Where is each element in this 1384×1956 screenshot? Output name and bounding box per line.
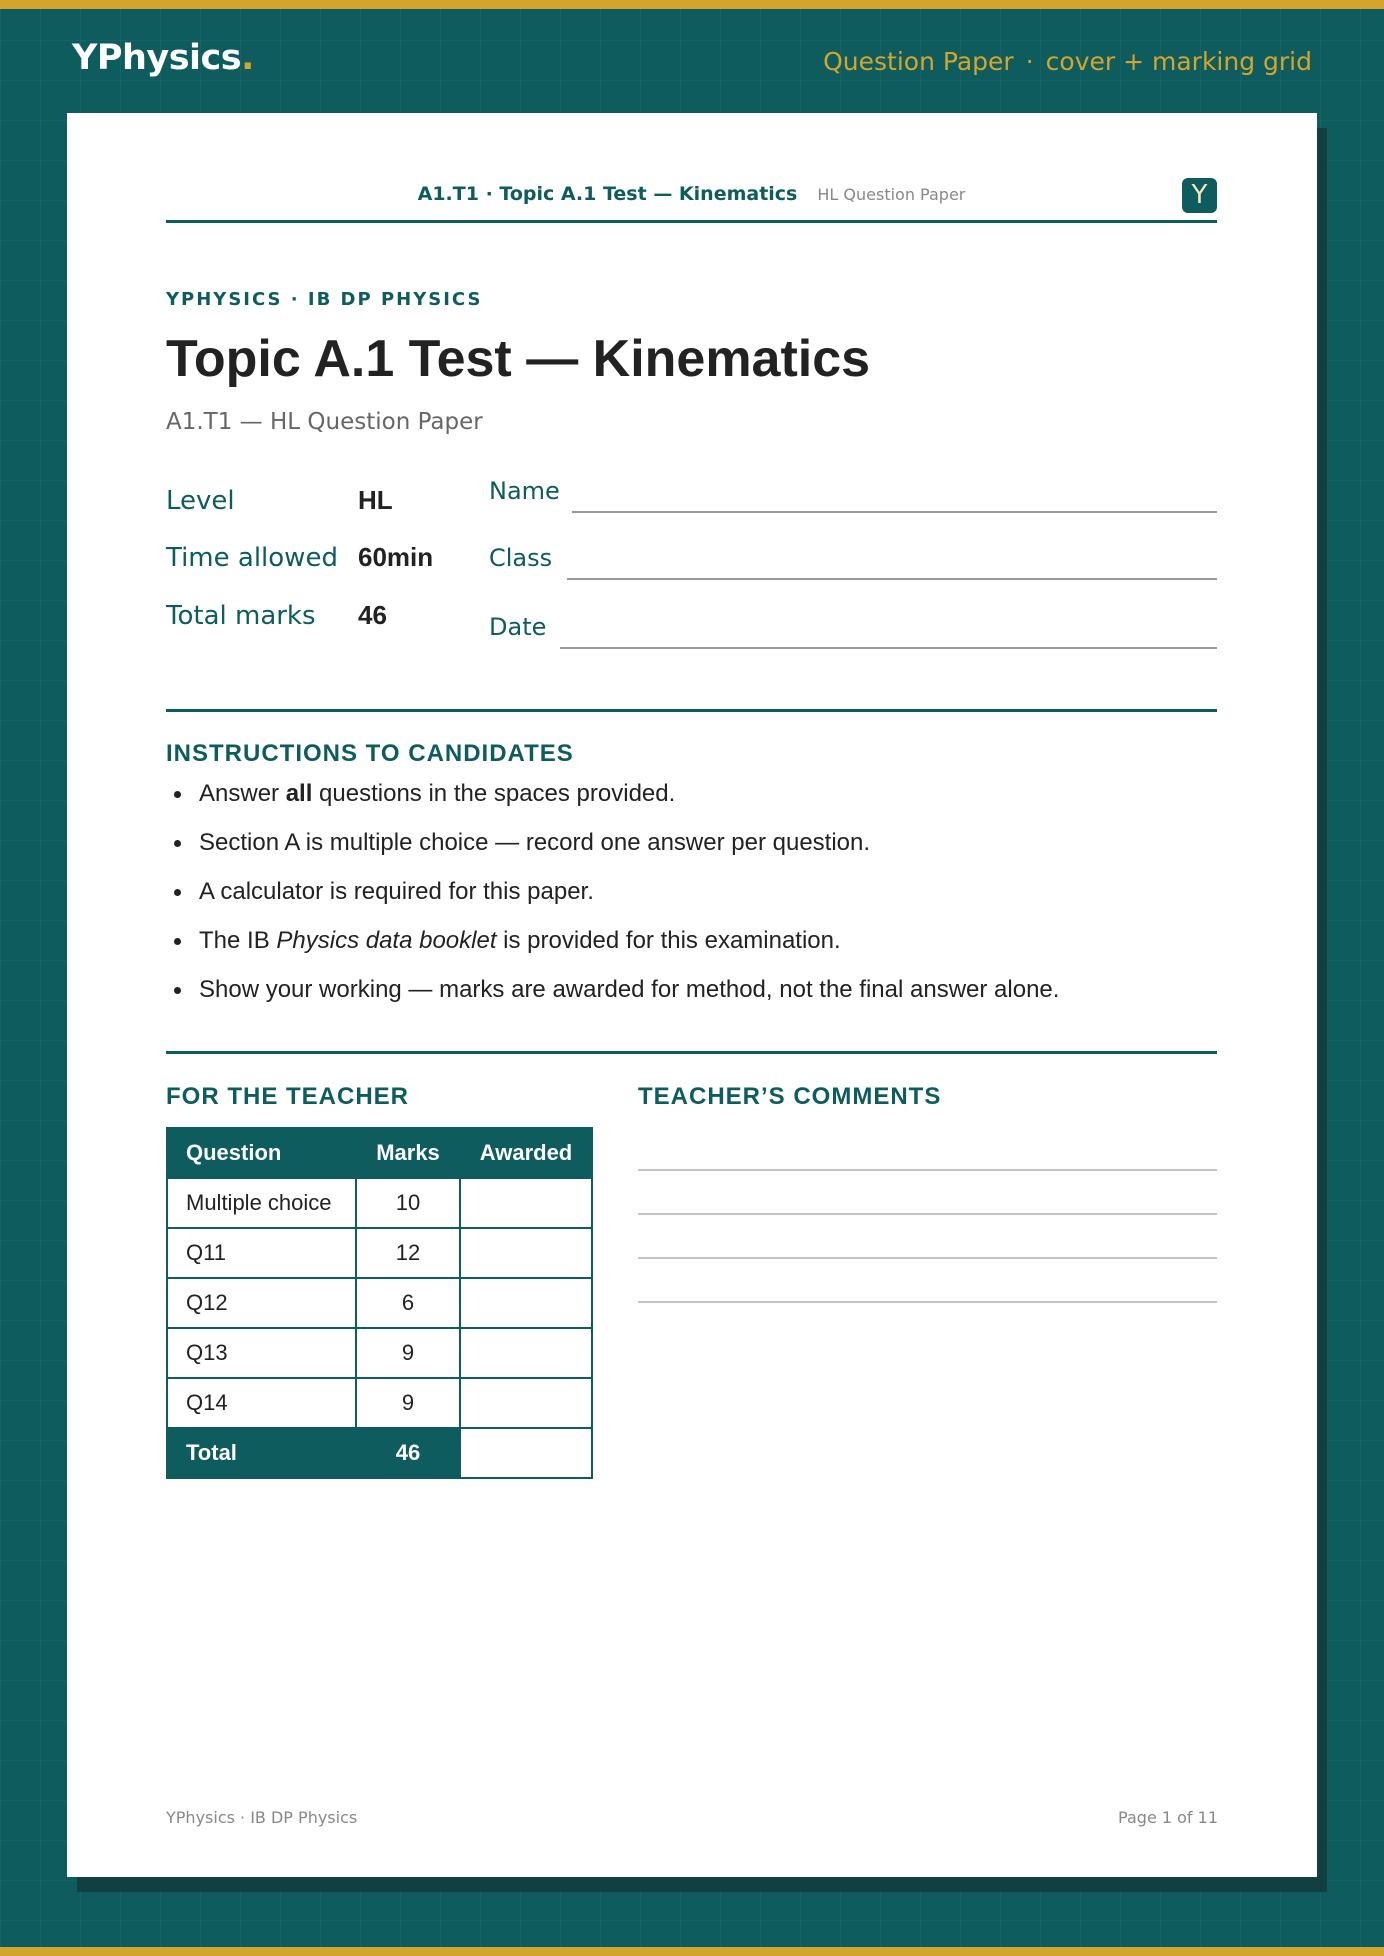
meta-label: Level	[166, 486, 235, 516]
table-row	[167, 1328, 592, 1378]
page-subtitle: A1.T1 — HL Question Paper	[166, 409, 483, 435]
question-cell: Q14	[167, 1378, 356, 1428]
total-marks-cell: 46	[356, 1428, 460, 1478]
running-header-main: A1.T1 · Topic A.1 Test — Kinematics	[417, 183, 798, 205]
question-cell: Q12	[167, 1278, 356, 1328]
total-row	[167, 1428, 592, 1478]
footer-left: YPhysics · IB DP Physics	[166, 1808, 358, 1827]
comments-heading: TEACHER’S COMMENTS	[638, 1083, 942, 1110]
date-field[interactable]	[489, 613, 1217, 649]
instructions-heading: INSTRUCTIONS TO CANDIDATES	[166, 740, 574, 767]
question-cell: Q13	[167, 1328, 356, 1378]
instruction-item: Section A is multiple choice — record one answer per question.	[166, 828, 1217, 877]
meta-label: Time allowed	[166, 543, 338, 573]
date-field-line[interactable]	[560, 647, 1217, 649]
marks-cell: 9	[356, 1328, 460, 1378]
awarded-cell[interactable]	[460, 1328, 592, 1378]
class-field-line[interactable]	[567, 578, 1217, 580]
instruction-item: A calculator is required for this paper.	[166, 877, 1217, 926]
comment-line[interactable]	[638, 1301, 1217, 1303]
page-number: Page 1 of 11	[1118, 1808, 1218, 1827]
table-row	[167, 1278, 592, 1328]
comment-line[interactable]	[638, 1257, 1217, 1259]
column-header: Marks	[356, 1128, 460, 1178]
awarded-cell[interactable]	[460, 1178, 592, 1228]
meta-value: 46	[358, 600, 387, 630]
page-title: Topic A.1 Test — Kinematics	[166, 330, 871, 388]
instruction-item: Show your working — marks are awarded for method, not the final answer alone.	[166, 975, 1217, 1024]
name-field-label: Name	[489, 477, 560, 505]
awarded-cell[interactable]	[460, 1228, 592, 1278]
marks-cell: 6	[356, 1278, 460, 1328]
date-field-label: Date	[489, 613, 547, 641]
instruction-item: The IB Physics data booklet is provided for this examination.	[166, 926, 1217, 975]
marks-cell: 12	[356, 1228, 460, 1278]
awarded-cell[interactable]	[460, 1278, 592, 1328]
question-cell: Multiple choice	[167, 1178, 356, 1228]
meta-value: HL	[358, 485, 393, 515]
column-header: Question	[167, 1128, 356, 1178]
brand-logo: YPhysics.	[72, 38, 254, 78]
eyebrow: YPHYSICS · IB DP PHYSICS	[166, 289, 483, 310]
name-field[interactable]	[489, 477, 1217, 513]
marking-grid-header	[167, 1128, 592, 1178]
class-field-label: Class	[489, 544, 553, 572]
top-accent-stripe	[0, 0, 1384, 9]
running-header-sub: HL Question Paper	[817, 185, 966, 204]
section-divider	[166, 709, 1217, 712]
paper-page	[67, 113, 1317, 1877]
question-cell: Q11	[167, 1228, 356, 1278]
class-field[interactable]	[489, 544, 1217, 580]
name-field-line[interactable]	[572, 511, 1217, 513]
section-divider	[166, 1051, 1217, 1054]
table-row	[167, 1178, 592, 1228]
marks-cell: 9	[356, 1378, 460, 1428]
comment-line[interactable]	[638, 1169, 1217, 1171]
column-header: Awarded	[460, 1128, 592, 1178]
marks-cell: 10	[356, 1178, 460, 1228]
total-awarded-cell[interactable]	[460, 1428, 592, 1478]
document-type-tag: Question Paper · cover + marking grid	[823, 47, 1312, 76]
total-label-cell: Total	[167, 1428, 356, 1478]
teacher-heading: FOR THE TEACHER	[166, 1083, 409, 1110]
marking-grid	[166, 1127, 593, 1479]
meta-label: Total marks	[166, 601, 316, 631]
y-logo-icon: Y	[1182, 178, 1217, 213]
comment-line[interactable]	[638, 1213, 1217, 1215]
instructions-list	[166, 779, 1217, 1024]
awarded-cell[interactable]	[460, 1378, 592, 1428]
bottom-accent-stripe	[0, 1947, 1384, 1956]
running-header	[166, 165, 1217, 223]
meta-value: 60min	[358, 542, 434, 572]
table-row	[167, 1378, 592, 1428]
table-row	[167, 1228, 592, 1278]
instruction-item: Answer all questions in the spaces provided.	[166, 779, 1217, 828]
running-header-title	[166, 183, 1217, 205]
